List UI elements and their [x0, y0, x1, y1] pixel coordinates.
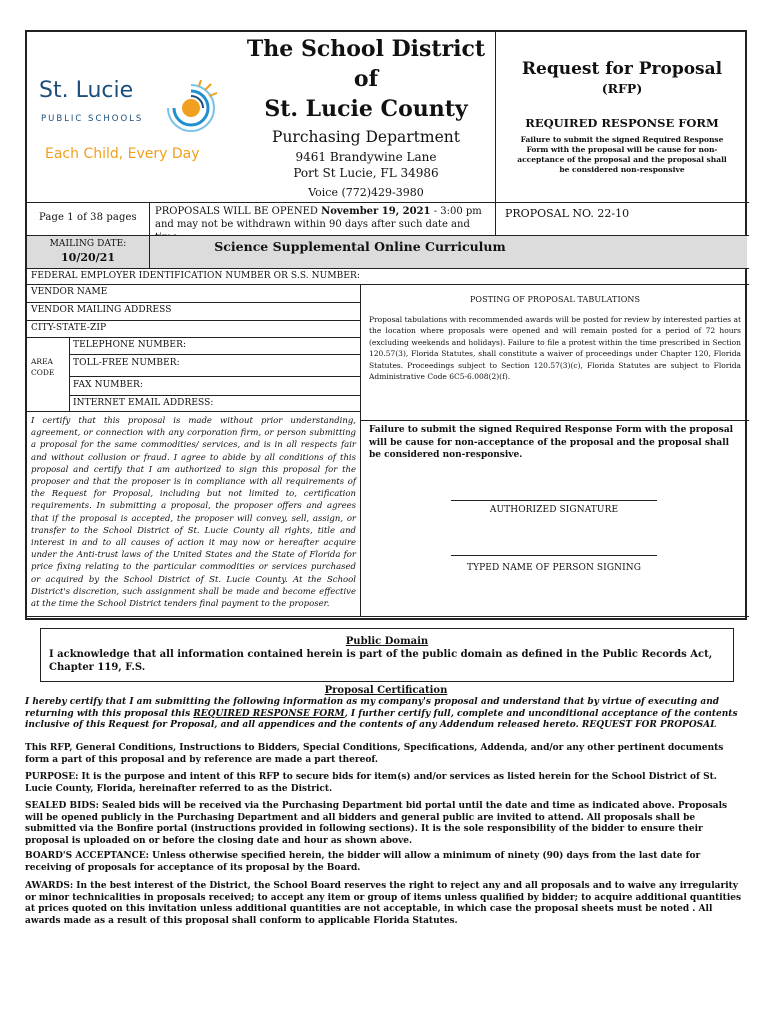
district-title-3: St. Lucie County [264, 96, 468, 122]
form-title: REQUIRED RESPONSE FORM [525, 116, 719, 130]
public-domain-text: I acknowledge that all information contained herein is part of the public domain as defined in the Public Records Act, Chapter 119, F.S. [49, 649, 713, 673]
failure-notice: Failure to submit the signed Required Response Form with the proposal will be cause for non-acceptance of the proposal and the proposal shall be considered non-responsive. [369, 425, 734, 460]
email-field[interactable]: INTERNET EMAIL ADDRESS: [73, 398, 214, 408]
rfp-heading [497, 58, 747, 175]
public-domain-title: Public Domain [345, 636, 429, 647]
city-state-zip-field[interactable]: CITY-STATE-ZIP [31, 323, 107, 333]
purpose-paragraph: PURPOSE: It is the purpose and intent of this RFP to secure bids for item(s) and/or services as listed herein for the School District of St. Lucie County, Florida, hereinafter referred to as the District. [25, 772, 717, 794]
sealed-bids-paragraph: SEALED BIDS: Sealed bids will be received via the Purchasing Department bid portal until the date and time as indicated above. Proposals will be opened publicly in the Purchasing Department and all bidders and general public are invited to attend. All proposals shall be submitted via the Bonfire portal (instructions provided in following sections). It is the sole responsibility of the bidder to ensure their proposal is uploaded on or before the closing date and hour as shown above. [25, 801, 728, 846]
response-form [25, 30, 747, 620]
authorized-signature[interactable]: AUTHORIZED SIGNATURE [489, 505, 619, 515]
fax-field[interactable]: FAX NUMBER: [73, 380, 143, 390]
mailing-date: 10/20/21 [61, 251, 115, 264]
opening-date: November 19, 2021 [321, 206, 431, 217]
certification-underlined: REQUIRED RESPONSE FORM [193, 708, 345, 719]
board-acceptance-paragraph: BOARD'S ACCEPTANCE: Unless otherwise specified herein, the bidder will allow a minimum of ninety (90) days from the last date for receiving of proposals for acceptance of its proposal by the Board. [25, 851, 701, 873]
district-title-1: The School District [246, 36, 486, 62]
mailing-label: MAILING DATE: [49, 239, 127, 249]
logo-name: St. Lucie [39, 78, 134, 103]
certify-text: I certify that this proposal is made without prior understanding, agreement, or connection with any corporation firm, or person submitting a proposal for the same commodities/ services, and is in all respects fair and without collusion or fraud. I agree to abide by all conditions of this proposal and certify that I am authorized to sign this proposal for the proposer and that the proposer is in compliance with all requirements of the Request for Proposal, including but not limited to, certification requirements. In submitting a proposal, the proposer offers and agrees that if the proposal is accepted, the proposer will convey, sell, assign, or transfer to the School District of St. Lucie County all rights, title and interest in and to all causes of action it may now or hereafter acquire under the Anti-trust laws of the United States and the State of Florida for price fixing relating to the particular commodities or services purchased or acquired by the School District of St. Lucie County. At the School District's discretion, such assignment shall be made and become effective at the time the School District tenders final payment to the proposer. [31, 416, 356, 610]
form-note: Failure to submit the signed Required Response Form with the proposal will be cause for non-acceptance of the proposal and the proposal shall be considered non-responsive [517, 135, 727, 174]
logo-slogan: Each Child, Every Day [45, 146, 200, 162]
opening-prefix: PROPOSALS WILL BE OPENED [155, 206, 322, 217]
fein-field[interactable]: FEDERAL EMPLOYER IDENTIFICATION NUMBER OR S.S. NUMBER: [31, 271, 361, 281]
district-title-2: of [353, 66, 379, 92]
vendor-address-field[interactable]: VENDOR MAILING ADDRESS [31, 305, 172, 315]
certification-text [25, 697, 747, 732]
rfp-title: Request for Proposal [521, 59, 723, 79]
rfp-abbr: (RFP) [601, 81, 643, 96]
certification-text-1: I hereby certify that I am submitting the following information as my company's proposal and understand that by virtue of executing and returning with this proposal this [25, 697, 720, 719]
tabulations-title: POSTING OF PROPOSAL TABULATIONS [469, 295, 641, 304]
certification-title: Proposal Certification [324, 685, 448, 696]
certification-text-2: , I further certify full, complete and unconditional acceptance of the contents inclusive of this Request for Proposal, and all appendices and the contents of any Addendum released hereto. REQUEST FOR PROPOSAL [25, 708, 738, 730]
typed-name[interactable]: TYPED NAME OF PERSON SIGNING [466, 563, 642, 573]
area-code-label: AREA CODE [31, 357, 55, 377]
rfp-paragraph: This RFP, General Conditions, Instructions to Bidders, Special Conditions, Specifications, Addenda, and/or any other pertinent documents form a part of this proposal and by reference are made a part thereof. [25, 743, 724, 765]
district-heading [237, 34, 495, 201]
project-title: Science Supplemental Online Curriculum [214, 239, 506, 254]
address-line-2: Port St Lucie, FL 34986 [293, 166, 439, 180]
public-domain-box [40, 628, 734, 682]
sun-logo-icon [165, 80, 221, 136]
awards-paragraph: AWARDS: In the best interest of the District, the School Board reserves the right to reject any and all proposals and to waive any irregularity or minor technicalities in proposals received; to accept any item or group of items unless qualified by bidder; to acquire additional quantities at prices quoted on this invitation unless additional quantities are not acceptable, in which case the proposal sheets must be noted . All awards made as a result of this proposal shall conform to applicable Florida Statutes. [25, 881, 742, 926]
logo-sub: PUBLIC SCHOOLS [41, 114, 144, 124]
toll-free-field[interactable]: TOLL-FREE NUMBER: [73, 358, 180, 368]
district-logo [39, 68, 239, 178]
opening-suffix: - 3:00 pm and may not be withdrawn within 90 days after such date and [155, 206, 482, 230]
tabulations-body: Proposal tabulations with recommended awards will be posted for review by interested parties at the location where proposals were opened and will remain posted for a period of 72 hours (excluding weekends and holidays). Failure to file a protest within the time prescribed in Section 120.57(3), Florida Statutes, shall constitute a waiver of proceedings under Chapter 120, Florida Statutes. Proceedings subject to Section 120.57(3)(c), Florida Statutes are subject to Florida Administrative Code 6C5-6.008(2)(f). [369, 315, 741, 382]
page-count: Page 1 of 38 pages [39, 212, 137, 223]
proposal-number: PROPOSAL NO. 22-10 [505, 207, 630, 220]
phone: Voice (772)429-3980 [308, 186, 424, 199]
vendor-name-field[interactable]: VENDOR NAME [31, 287, 108, 297]
department: Purchasing Department [272, 128, 460, 146]
address-line-1: 9461 Brandywine Lane [295, 150, 437, 164]
telephone-field[interactable]: TELEPHONE NUMBER: [73, 340, 187, 350]
